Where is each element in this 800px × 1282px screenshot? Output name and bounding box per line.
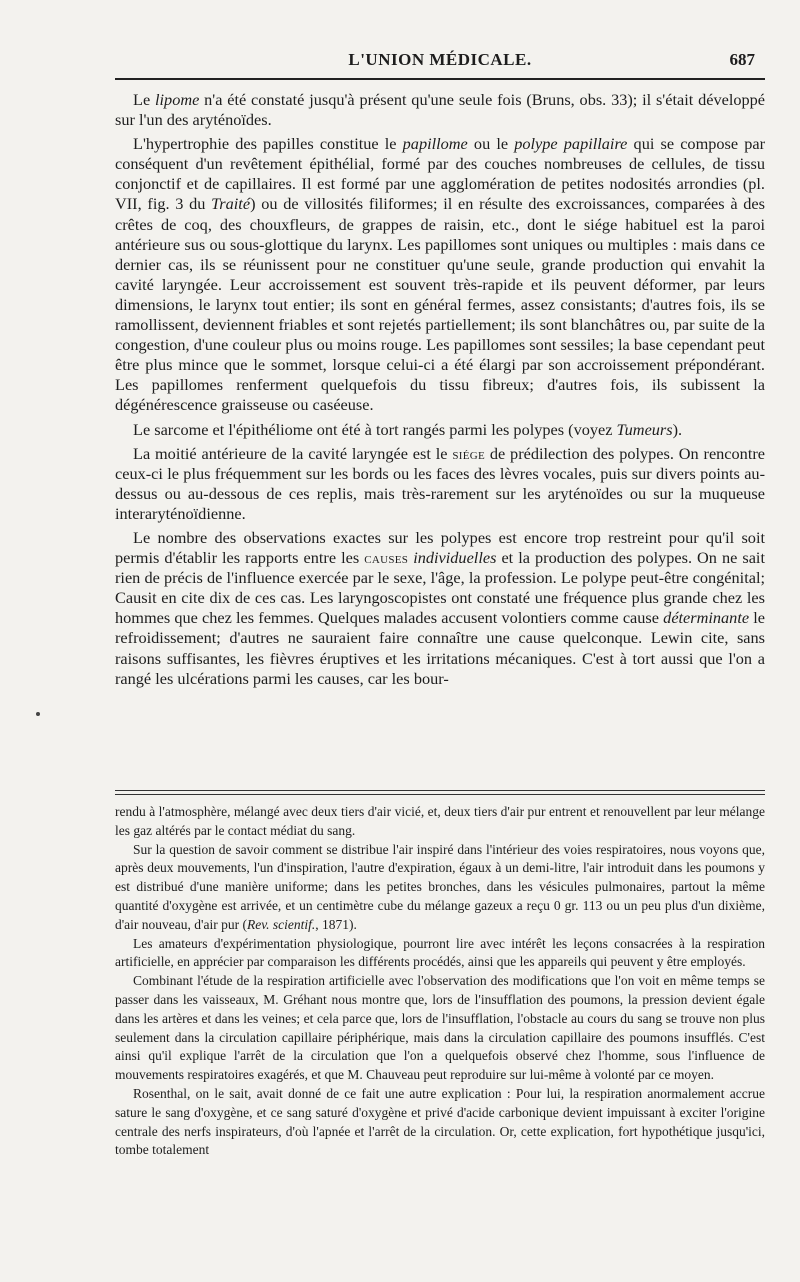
italic-term: papillome [402, 134, 468, 154]
text-run: ). [672, 419, 683, 439]
text-run: Le [133, 90, 155, 109]
footnote-paragraph: Rosenthal, on le sait, avait donné de ce fait une autre explication : Pour lui, la respiration anormalement accrue sature le sang d'oxygène, et ce sang saturé d'oxygène et privé d'acide carbonique devient impuissant à exciter l'origine centrale des nerfs inspirateurs, d'où l'apnée et l'arrêt de la circulation. Or, cette explication, fort hypothétique jusqu'ici, tombe totalement [115, 1085, 765, 1158]
footnote-paragraph: Les amateurs d'expérimentation physiologique, pourront lire avec intérêt les leçons consacrées à la respiration artificielle, en apprécier par comparaison les différents procédés, ainsi que les appareils qui peuvent y être employés. [115, 935, 765, 970]
margin-mark [36, 712, 40, 716]
text-run: de prédilection des polypes. On rencontre ceux-ci le plus fréquemment sur les bords ou les faces des lèvres vocales, puis sur divers points au-dessus ou au-dessous de ces replis, mais très-rarement sur les aryténoïdes ou sur la muqueuse interaryténoïdienne. [115, 443, 765, 523]
small-caps-term: causes [364, 548, 409, 568]
text-run: La moitié antérieure de la cavité laryngée est le [133, 443, 453, 463]
footnotes [115, 803, 765, 1160]
text-run: ) ou de villosités filiformes; il en résulte des excroissances, comparées à des crêtes de coq, des chouxfleurs, de grappes de raisin, etc., dont le siége habituel est la paroi antérieure sus ou sous-glottique du larynx. Les papillomes sont uniques ou multiples : mais dans ce dernier cas, ils se réunissent pour ne constituer qu'une seule, grande production qui envahit la cavité laryngée. Leur accroissement est souvent très-rapide et ils peuvent déformer, par leurs dimensions, le larynx tout entier; ils sont en général fermes, assez consistants; d'autres fois, ils se ramollissent, deviennent friables et sont rejetés partiellement; ils sont blanchâtres ou, par suite de la congestion, d'une couleur plus ou moins rouge. Les papillomes sont sessiles; la base cependant peut être plus mince que le sommet, lorsque celui-ci a été élargi par son accroissement prépondérant. Les papillomes renferment quelquefois du tissu fibreux; d'autres fois, ils subissent la dégénérescence graisseuse ou caséeuse. [115, 194, 765, 415]
text-run: Le sarcome et l'épithéliome ont été à tort rangés parmi les polypes (voyez [133, 419, 617, 439]
footnote-paragraph: Combinant l'étude de la respiration artificielle avec l'observation des modifications que l'on voit en même temps se passer dans les vaisseaux, M. Gréhant nous montre que, lors de l'insufflation des poumons, la pression devient égale dans les artères et dans les veines; et cela parce que, lors de l'insufflation, l'obstacle au cours du sang se trouve non plus seulement dans la circulation capillaire périphérique, mais dans la circulation capillaire des poumons insufflés. C'est ainsi qu'il explique l'arrêt de la circulation que l'on a quelquefois observé chez l'homme, sous l'influence de mouvements respiratoires exagérés, et que M. Chauveau peut reproduire sur lui-même à volonté par ce moyen. [115, 973, 765, 1083]
text-run: ou le [467, 134, 515, 154]
text-run: n'a été constaté jusqu'à présent qu'une seule fois (Bruns, obs. 33); il s'était développé sur l'un des aryténoïdes. [115, 90, 765, 130]
footnote-paragraph: rendu à l'atmosphère, mélangé avec deux tiers d'air vicié, et, deux tiers d'air pur entrent et renouvellent par leur mélange les gaz altérés par le contact médiat du sang. [115, 804, 765, 838]
italic-term: lipome [155, 90, 200, 109]
page-number: 687 [729, 50, 755, 69]
text-run: le refroidissement; d'autres ne sauraient faire connaître une cause quelconque. Lewin cite, sans raisons suffisantes, les fièvres éruptives et les irritations mécaniques. C'est à tort aussi que l'on a rangé les ulcérations parmi les causes, car les bour- [115, 608, 765, 688]
running-header [115, 50, 765, 74]
footnote-paragraph [115, 841, 765, 935]
paragraph-causes [115, 528, 765, 689]
italic-citation: Rev. scientif. [246, 916, 316, 932]
journal-title: L'UNION MÉDICALE. [348, 50, 532, 69]
paragraph-sarcome [115, 420, 765, 440]
paragraph-siege [115, 444, 765, 524]
text-run: qui se compose par conséquent d'un revêtement épithélial, formé par des couches nombreuses de cellules, de tissu conjonctif et de capillaires. Il est formé par une agglomération de petites nodosités arrondies (pl. VII, fig. 3 du [115, 134, 766, 214]
italic-term: Tumeurs [616, 419, 673, 439]
text-run: , 1871). [315, 916, 357, 932]
italic-term: déterminante [663, 608, 750, 628]
text-run: Sur la question de savoir comment se distribue l'air inspiré dans l'intérieur des voies respiratoires, nous voyons que, après deux mouvements, l'un d'inspiration, l'autre d'expiration, égaux à un demi-litre, l'air introduit dans les poumons y est distribué d'une manière uniforme; dans les petites bronches, dans les vésicules pulmonaires, partout la même quantité d'oxygène est arrivée, et un centimètre cube du mélange gazeux a reçu 0 gr. 113 ou un peu plus d'un dixième, d'air nouveau, d'air pur ( [115, 841, 765, 932]
paragraph-papillome [115, 134, 765, 415]
italic-term: individuelles [413, 548, 497, 568]
text-run: Le nombre des observations exactes sur les polypes est encore trop restreint pour qu'il soit permis d'établir les rapports entre les [115, 527, 765, 568]
paragraph-lipome [115, 90, 765, 130]
header-rule [115, 78, 765, 80]
footnote-rule [115, 790, 765, 795]
small-caps-term: siége [452, 443, 485, 463]
text-run: et la production des polypes. On ne sait rien de précis de l'influence exercée par le sexe, l'âge, la profession. Le polype peut-être congénital; Causit en cite dix de ces cas. Les laryngoscopistes ont constaté une fréquence plus grande chez les hommes que chez les femmes. Quelques malades accusent volontiers comme cause [115, 548, 765, 628]
italic-term: Traité [211, 194, 251, 214]
text-run: L'hypertrophie des papilles constitue le [133, 134, 403, 154]
main-text [115, 90, 765, 693]
italic-term: polype papillaire [514, 134, 628, 154]
